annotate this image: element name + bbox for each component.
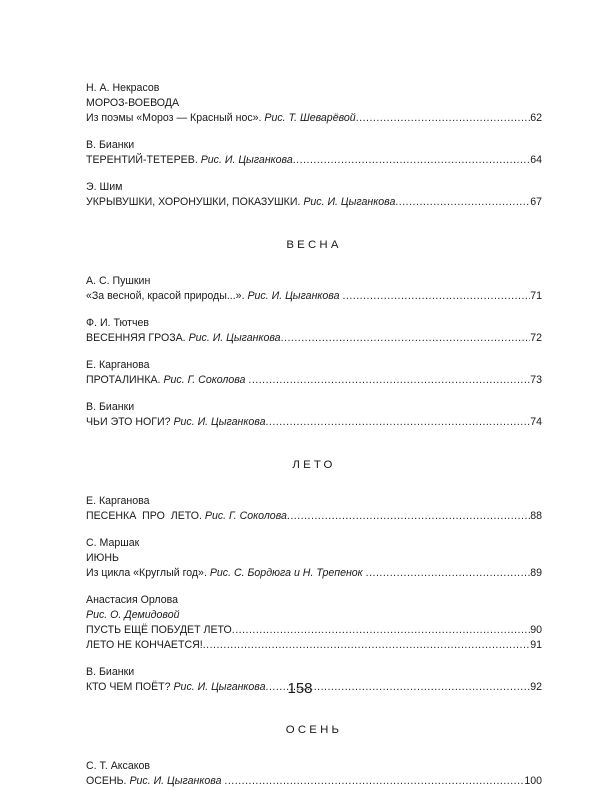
entry-page: 89 [530, 567, 542, 579]
entry-title: «За весной, красой природы...». Рис. И. Цыганкова [86, 290, 340, 302]
entry-title: ЛЕТО НЕ КОНЧАЕТСЯ! [86, 639, 203, 651]
dot-leader [265, 415, 530, 430]
entry-illustrator: Рис. О. Демидовой [86, 609, 180, 621]
entry-title: УКРЫВУШКИ, ХОРОНУШКИ, ПОКАЗУШКИ. Рис. И. Цыганкова [86, 196, 396, 208]
dot-leader [287, 509, 530, 524]
dot-leader [248, 373, 530, 388]
toc-line [86, 623, 542, 638]
toc-entry-bianki-teterev [86, 138, 542, 168]
entry-illustrator: Рис. И. Цыганкова [247, 290, 340, 302]
entry-author: Ф. И. Тютчев [86, 317, 150, 329]
dot-leader [232, 623, 530, 638]
entry-page: 88 [530, 510, 542, 522]
entry-title: ПЕСЕНКА ПРО ЛЕТО. Рис. Г. Соколова [86, 510, 287, 522]
entry-author: Е. Карганова [86, 359, 150, 371]
dot-leader [342, 289, 530, 304]
entry-page: 73 [530, 374, 542, 386]
entry-page: 72 [530, 332, 542, 344]
entry-illustrator: Рис. И. Цыганкова [173, 681, 266, 693]
toc-line [86, 373, 542, 388]
entry-title: КТО ЧЕМ ПОЁТ? Рис. И. Цыганкова [86, 681, 266, 693]
dot-leader [224, 774, 524, 789]
entry-author: В. Бианки [86, 666, 135, 678]
toc-line [86, 774, 542, 789]
toc-entry-orlova [86, 593, 542, 653]
entry-illustrator: Рис. И. Цыганкова [173, 416, 266, 428]
entry-illustrator: Рис. Г. Соколова [204, 510, 287, 522]
entry-page: 62 [530, 112, 542, 124]
entry-title: ПРОТАЛИНКА. Рис. Г. Соколова [86, 374, 246, 386]
entry-page: 74 [530, 416, 542, 428]
page-number: 158 [287, 680, 313, 697]
entry-page: 90 [530, 624, 542, 636]
dot-leader [293, 153, 530, 168]
entry-title: МОРОЗ-ВОЕВОДА [86, 97, 180, 109]
toc-line [86, 415, 542, 430]
entry-illustrator: Рис. И. Цыганкова [200, 154, 293, 166]
entry-illustrator: Рис. И. Цыганкова [129, 775, 222, 787]
entry-illustrator: Рис. Т. Шеварёвой [264, 112, 356, 124]
entry-page: 71 [530, 290, 542, 302]
entry-page: 64 [530, 154, 542, 166]
entry-page: 91 [530, 639, 542, 651]
dot-leader [356, 111, 531, 126]
section-heading-autumn: ОСЕНЬ [285, 724, 343, 736]
entry-illustrator: Рис. И. Цыганкова [303, 196, 396, 208]
entry-title: ТЕРЕНТИЙ-ТЕТЕРЕВ. Рис. И. Цыганкова [86, 154, 293, 166]
entry-page: 100 [524, 775, 542, 787]
toc-line [86, 195, 542, 210]
entry-author: А. С. Пушкин [86, 275, 151, 287]
entry-author: В. Бианки [86, 139, 135, 151]
section-heading-spring: ВЕСНА [286, 239, 342, 251]
section-heading-summer: ЛЕТО [292, 459, 336, 471]
entry-title: ПУСТЬ ЕЩЁ ПОБУДЕТ ЛЕТО [86, 624, 232, 636]
entry-title: ЧЬИ ЭТО НОГИ? Рис. И. Цыганкова [86, 416, 266, 428]
toc-entry-karganova-pesenka [86, 494, 542, 524]
dot-leader [281, 331, 531, 346]
toc-line [86, 638, 542, 653]
toc-entry-shim [86, 180, 542, 210]
toc-entry-aksakov [86, 759, 542, 789]
entry-title: ОСЕНЬ. Рис. И. Цыганкова [86, 775, 222, 787]
toc-entry-marshak [86, 536, 542, 581]
entry-illustrator: Рис. Г. Соколова [163, 374, 246, 386]
entry-author: В. Бианки [86, 401, 135, 413]
entry-illustrator: Рис. И. Цыганкова [188, 332, 281, 344]
entry-subtitle: Из цикла «Круглый год». Рис. С. Бордюга и Н. Трепенок [86, 567, 363, 579]
entry-author: С. Т. Аксаков [86, 760, 151, 772]
entry-illustrator: Рис. С. Бордюга и Н. Трепенок [209, 567, 363, 579]
toc-entry-karganova-protalinka [86, 358, 542, 388]
entry-author: С. Маршак [86, 537, 140, 549]
entry-author: Э. Шим [86, 181, 123, 193]
entry-page: 67 [530, 196, 542, 208]
entry-subtitle: Из поэмы «Мороз — Красный нос». Рис. Т. Шеварёвой [86, 112, 356, 124]
toc-line [86, 289, 542, 304]
entry-title: ВЕСЕННЯЯ ГРОЗА. Рис. И. Цыганкова [86, 332, 281, 344]
toc-line [86, 509, 542, 524]
toc-entry-pushkin [86, 274, 542, 304]
entry-author: Е. Карганова [86, 495, 150, 507]
toc-entry-tyutchev [86, 316, 542, 346]
dot-leader [395, 195, 530, 210]
toc-line [86, 331, 542, 346]
toc-entry-nekrasov [86, 81, 542, 126]
entry-page: 92 [530, 681, 542, 693]
toc-entry-bianki-nogi [86, 400, 542, 430]
dot-leader [203, 638, 530, 653]
entry-author: Н. А. Некрасов [86, 82, 160, 94]
entry-author: Анастасия Орлова [86, 594, 178, 606]
toc-line [86, 566, 542, 581]
entry-title: ИЮНЬ [86, 552, 119, 564]
toc-line [86, 153, 542, 168]
dot-leader [366, 566, 531, 581]
toc-line [86, 111, 542, 126]
